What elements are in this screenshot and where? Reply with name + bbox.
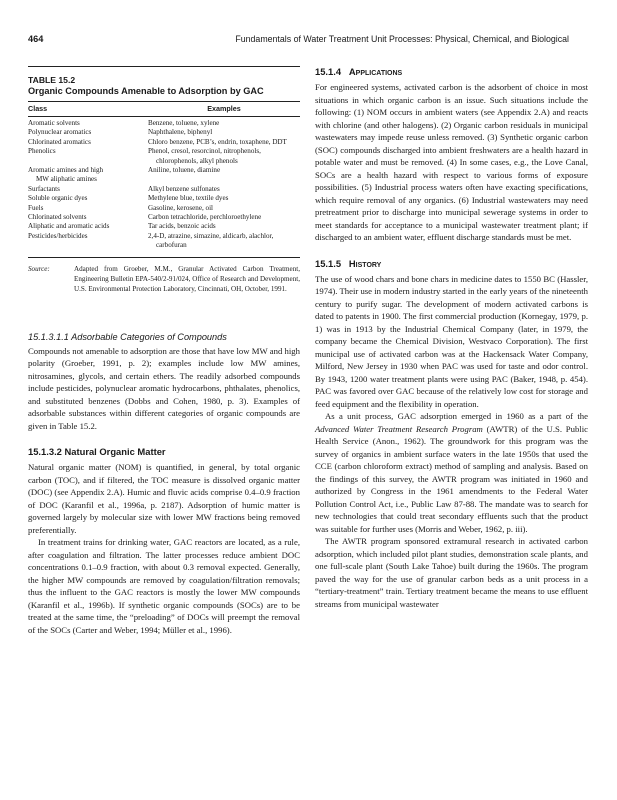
paragraph: In treatment trains for drinking water, GAC reactors are located, as a rule, after coagulation and filtration. The latter processes reduce ambient DOC concentrations 0.1–0.9 fraction, with about 0.3 removal expected. Generally, the higher MW compounds are removed by coagulation/filtration removals; thus the influent to the GAC reactors is mostly the lower MW compounds (Karanfil et al., 1996b). If synthetic organic compounds (SOCs) are to be treated at the same time, the “preloading” of DOCs will preempt the removal of the SOCs (Carter and Weber, 1994; Müller et al., 1996).	[28, 537, 300, 635]
table-source	[28, 264, 300, 294]
section-heading-natural-organic-matter: 15.1.3.2 Natural Organic Matter	[28, 446, 166, 458]
table-cell-examples: Phenol, cresol, resorcinol, nitrophenols, chlorophenols, alkyl phenols	[148, 147, 261, 165]
right-column	[315, 66, 588, 610]
table-cell-class: Chlorinated aromatics	[28, 137, 91, 146]
section-heading-applications	[315, 66, 588, 77]
text-run: As a unit process, GAC adsorption emerged in 1960 as a part of the	[325, 411, 588, 421]
table-row	[28, 204, 300, 213]
table-row	[28, 194, 300, 203]
table-cell-class-cont: MW aliphatic amines	[36, 175, 97, 184]
table-row	[28, 119, 300, 128]
table-cell-examples: Alkyl benzene sulfonates	[148, 184, 220, 193]
table-cell-examples: Naphthalene, biphenyl	[148, 128, 213, 137]
text-run: (AWTR) of the U.S. Public Health Service (Anon., 1962). The groundwork for this program was the survey of organics in ambient surface waters in the late 1950s that used the CCE (carbon chloroform extract) method of sampling and analysis. Based on the findings of this survey, the AWTR program was initiated in 1960 and authorized by Congress in the 1961 amendments to the Federal Water Pollution Control Act, i.e., Public Law 87-88. The mandate was to search for new technologies that could treat secondary effluents such that the product was suitable for further uses (Morris and Weber, 1962, p. iii).	[315, 423, 588, 534]
table-row	[28, 147, 300, 166]
table-cell-examples: Gasoline, kerosene, oil	[148, 203, 214, 212]
table-caption: Organic Compounds Amenable to Adsorption by GAC	[28, 86, 264, 96]
table-row	[28, 138, 300, 147]
table-source-label: Source:	[28, 264, 50, 273]
table-row	[28, 222, 300, 231]
paragraph	[315, 410, 588, 535]
table-cell-class: Fuels	[28, 203, 44, 212]
table-header-class: Class	[28, 104, 48, 113]
table-cell-class: Polynuclear aromatics	[28, 128, 92, 137]
table-cell-class: Chlorinated solvents	[28, 213, 87, 222]
table-label: TABLE 15.2	[28, 75, 76, 85]
section-title: History	[348, 257, 382, 269]
table-cell-examples: Benzene, toluene, xylene	[148, 119, 220, 127]
table-cell-examples: Tar acids, benzoic acids	[148, 222, 216, 231]
left-column	[28, 66, 300, 636]
section-heading-history	[315, 258, 588, 269]
table-cell-class: Aromatic solvents	[28, 119, 80, 127]
table-body	[28, 117, 300, 251]
section-number: 15.1.4	[315, 66, 342, 77]
paragraph: The AWTR program sponsored extramural research in activated carbon adsorption, which included pilot plant studies, demonstration scale plants, and one full-scale plant (South Lake Tahoe) built during the 1960s. The program paved the way for the use of granular carbon beds as a unit process in a “tertiary-treatment” train. Tertiary treatment became the means to use effluent streams from municipal wastewater	[315, 536, 588, 609]
paragraph: For engineered systems, activated carbon is the adsorbent of choice in most situations in which organic carbon is an issue. Such situations include the following: (1) NOM occurs in ambient waters (see Appendix 2.A) and reacts with chlorine (and other halogens). (2) Organic carbon residuals in municipal wastewaters may impede reuse unless removed. (3) Synthetic organic carbon (SOC) compounds discharged into ambient freshwaters are a health hazard in potable water and must be removed. (4) In some cases, e.g., the Love Canal, SOCs are a health hazard with respect to various forms of exposure possibilities. (5) Industrial process waters often have exacting specifications, which require removal of any organics. (6) Industrial wastewaters may need pretreatment prior to discharge into municipal sewerage systems in order to meet standards for acceptance to a municipal wastewater treatment plant; if discharged to an ambient water, effluent discharge standards must be met.	[315, 82, 588, 242]
table-header-examples: Examples	[207, 104, 241, 113]
table-cell-class: Surfactants	[28, 184, 60, 193]
table-row	[28, 166, 300, 185]
table-bottom-rule	[28, 257, 300, 258]
table-header-row	[28, 101, 300, 117]
section-number: 15.1.5	[315, 257, 342, 269]
table-cell-class: Phenolics	[28, 147, 56, 156]
section-title: Applications	[348, 66, 403, 77]
table-cell-examples: Methylene blue, textile dyes	[148, 194, 229, 203]
section-heading-adsorbable-categories: 15.1.3.1.1 Adsorbable Categories of Compounds	[28, 331, 227, 342]
table-row	[28, 128, 300, 137]
program-name: Advanced Water Treatment Research Program	[315, 423, 483, 434]
table-cell-examples: Chloro benzene, PCB’s, endrin, toxaphene, DDT	[148, 137, 287, 146]
table-row	[28, 185, 300, 194]
table-cell-class: Soluble organic dyes	[28, 194, 88, 203]
table-cell-examples: Carbon tetrachloride, perchloroethylene	[148, 213, 262, 222]
table-cell-class: Aliphatic and aromatic acids	[28, 222, 110, 231]
table-cell-class: Pesticides/herbicides	[28, 231, 88, 240]
table-cell-examples: 2,4-D, atrazine, simazine, aldicarb, alachlor, carbofuran	[148, 231, 274, 250]
table-row	[28, 232, 300, 251]
table-row	[28, 213, 300, 222]
running-title: Fundamentals of Water Treatment Unit Processes: Physical, Chemical, and Biological	[235, 34, 569, 44]
table-source-text: Adapted from Groeber, M.M., Granular Activated Carbon Treatment, Engineering Bulletin EPA-540/2-91/024, Office of Research and Development, U.S. Environmental Protection Laboratory, Cincinnati, OH, October, 1991.	[74, 264, 300, 293]
table-top-rule	[28, 66, 300, 67]
table-cell-class: Aromatic amines and high	[28, 166, 104, 175]
table-cell-examples: Aniline, toluene, diamine	[148, 166, 221, 175]
page-number: 464	[28, 34, 44, 44]
paragraph: Compounds not amenable to adsorption are those that have low MW and high polarity (Groeber, 1991, p. 2); examples include low MW amines, nitrosamines, glycols, and certain ethers. The readily adsorbed compounds include pesticides, polynuclear aromatic hydrocarbons, phthalates, phenolics, and substituted benzenes (Dobbs and Cohen, 1980, p. 3). Examples of adsorbable substances within different categories of organic compounds are given in Table 15.2.	[28, 345, 300, 431]
paragraph: Natural organic matter (NOM) is quantified, in general, by total organic carbon (TOC), and if filtered, the TOC measure is dissolved organic matter (DOC) (see Appendix 2.A). Humic and fluvic acids comprise 0.4–0.9 fraction of DOC (Karanfil et al., 1996a, p. 2187). Adsorption of humic matter is governed largely by molecular size with lower MW fractions being removed preferentially.	[28, 462, 300, 535]
paragraph: The use of wood chars and bone chars in medicine dates to 1550 BC (Hassler, 1974). Their use in modern industry started in the early years of the nineteenth century to purify sugar. The development of modern activated carbons is dated to patents in 1900. The first commercial production (Kornegay, 1979, p. 1) was in 1913 by the Industrial Chemical Company (later, in 1979, the company became the Chemical Division, Westvaco Corporation). The first municipal use of activated carbon was at the Hackensack Water Company, Milford, New Jersey in 1930 when PAC was used for taste and odor control. By 1943, 1200 water treatment plants were using PAC (Baker, 1948, p. 454). PAC was favored over GAC because of the relatively low cost for storage and feed equipment and the flexibility in operation.	[315, 273, 588, 409]
